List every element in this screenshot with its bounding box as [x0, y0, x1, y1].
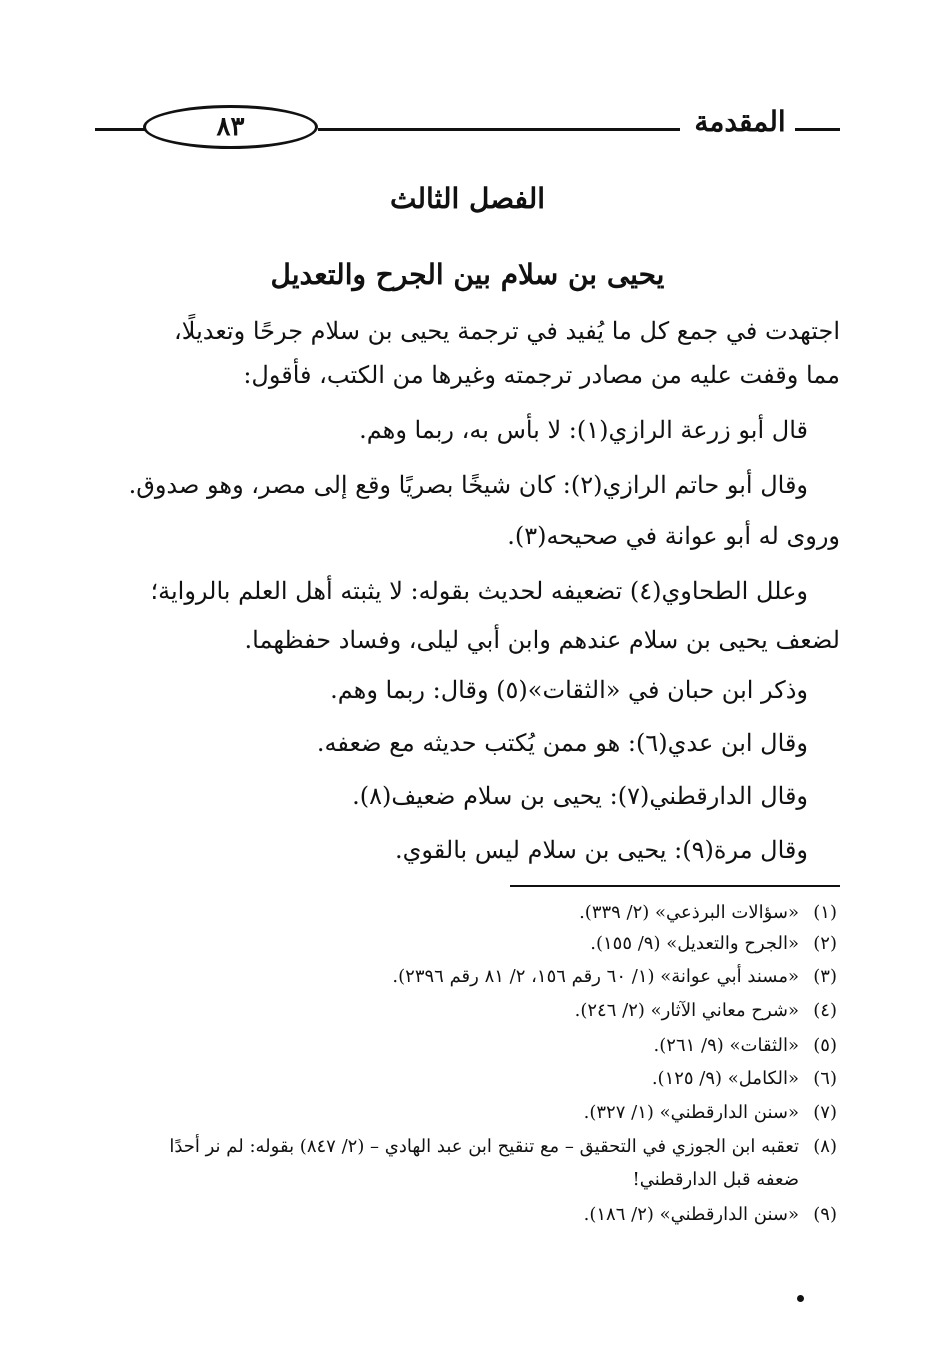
footnote-continuation: [633, 1167, 838, 1193]
page-number: ٨٣: [143, 105, 318, 149]
footnote: [584, 1100, 837, 1126]
header-rule-right: [795, 128, 840, 131]
footnote: [590, 931, 837, 957]
body-line: وذكر ابن حبان في «الثقات»(٥) وقال: ربما وهم.: [330, 676, 808, 704]
footnote-number: (٣): [813, 966, 837, 987]
footnote-number: (٤): [813, 1000, 837, 1021]
footnote-number: (٦): [813, 1068, 837, 1089]
body-line: وعلل الطحاوي(٤) تضعيفه لحديث بقوله: لا يثبته أهل العلم بالرواية؛: [150, 577, 808, 605]
footnote-text: «الكامل» (٩/ ١٢٥).: [651, 1068, 799, 1089]
footnote-text: «شرح معاني الآثار» (٢/ ٢٤٦).: [574, 1000, 799, 1021]
footnote: [579, 900, 837, 926]
header-rule-middle: [318, 128, 680, 131]
body-line: وروى له أبو عوانة في صحيحه(٣).: [507, 522, 840, 550]
footnote-number: (٧): [813, 1102, 837, 1123]
footnote: [652, 1066, 837, 1092]
footnote: [584, 1202, 837, 1228]
footnote-separator: [510, 885, 840, 887]
body-line: وقال مرة(٩): يحيى بن سلام ليس بالقوي.: [394, 836, 808, 864]
footnote: [654, 1033, 837, 1059]
footnote-text: ضعفه قبل الدارقطني!: [632, 1169, 799, 1190]
footnote-text: تعقبه ابن الجوزي في التحقيق – مع تنقيح ابن عبد الهادي – (٢/ ٨٤٧) بقوله: لم نر أحدًا: [169, 1136, 799, 1157]
footnote-text: «سنن الدارقطني» (١/ ٣٢٧).: [583, 1102, 799, 1123]
footnote-number: (٢): [813, 933, 837, 954]
chapter-subtitle: يحيى بن سلام بين الجرح والتعديل: [270, 258, 665, 291]
footnote-text: «سؤالات البرذعي» (٢/ ٣٣٩).: [579, 902, 799, 923]
body-line: اجتهدت في جمع كل ما يُفيد في ترجمة يحيى بن سلام جرحًا وتعديلًا،: [174, 317, 840, 345]
footnote-number: (٩): [813, 1204, 837, 1225]
body-line: وقال الدارقطني(٧): يحيى بن سلام ضعيف(٨).: [352, 782, 808, 810]
footnote-number: (٥): [813, 1035, 837, 1056]
footnote-text: «مسند أبي عوانة» (١/ ٦٠ رقم ١٥٦، ٢/ ٨١ رقم ٢٣٩٦).: [392, 966, 799, 987]
chapter-title: الفصل الثالث: [389, 182, 546, 215]
body-line: قال أبو زرعة الرازي(١): لا بأس به، ربما وهم.: [359, 416, 808, 444]
header-rule-left: [95, 128, 145, 131]
body-line: لضعف يحيى بن سلام عندهم وابن أبي ليلى، وفساد حفظهما.: [244, 626, 840, 654]
footnote: [575, 998, 837, 1024]
body-line: وقال ابن عدي(٦): هو ممن يُكتب حديثه مع ضعفه.: [316, 729, 808, 757]
footnote: [392, 964, 837, 990]
page-mark-dot: [797, 1295, 804, 1302]
footnote-text: «سنن الدارقطني» (٢/ ١٨٦).: [583, 1204, 799, 1225]
page-header: [95, 100, 840, 155]
footnote-text: «الثقات» (٩/ ٢٦١).: [653, 1035, 799, 1056]
footnote: [169, 1134, 837, 1160]
body-line: وقال أبو حاتم الرازي(٢): كان شيخًا بصريًا وقع إلى مصر، وهو صدوق.: [128, 471, 808, 499]
footnote-number: (٨): [813, 1136, 837, 1157]
footnote-text: «الجرح والتعديل» (٩/ ١٥٥).: [590, 933, 799, 954]
body-line: مما وقفت عليه من مصادر ترجمته وغيرها من الكتب، فأقول:: [243, 361, 840, 389]
footnote-number: (١): [813, 902, 837, 923]
running-title: المقدمة: [694, 105, 786, 138]
